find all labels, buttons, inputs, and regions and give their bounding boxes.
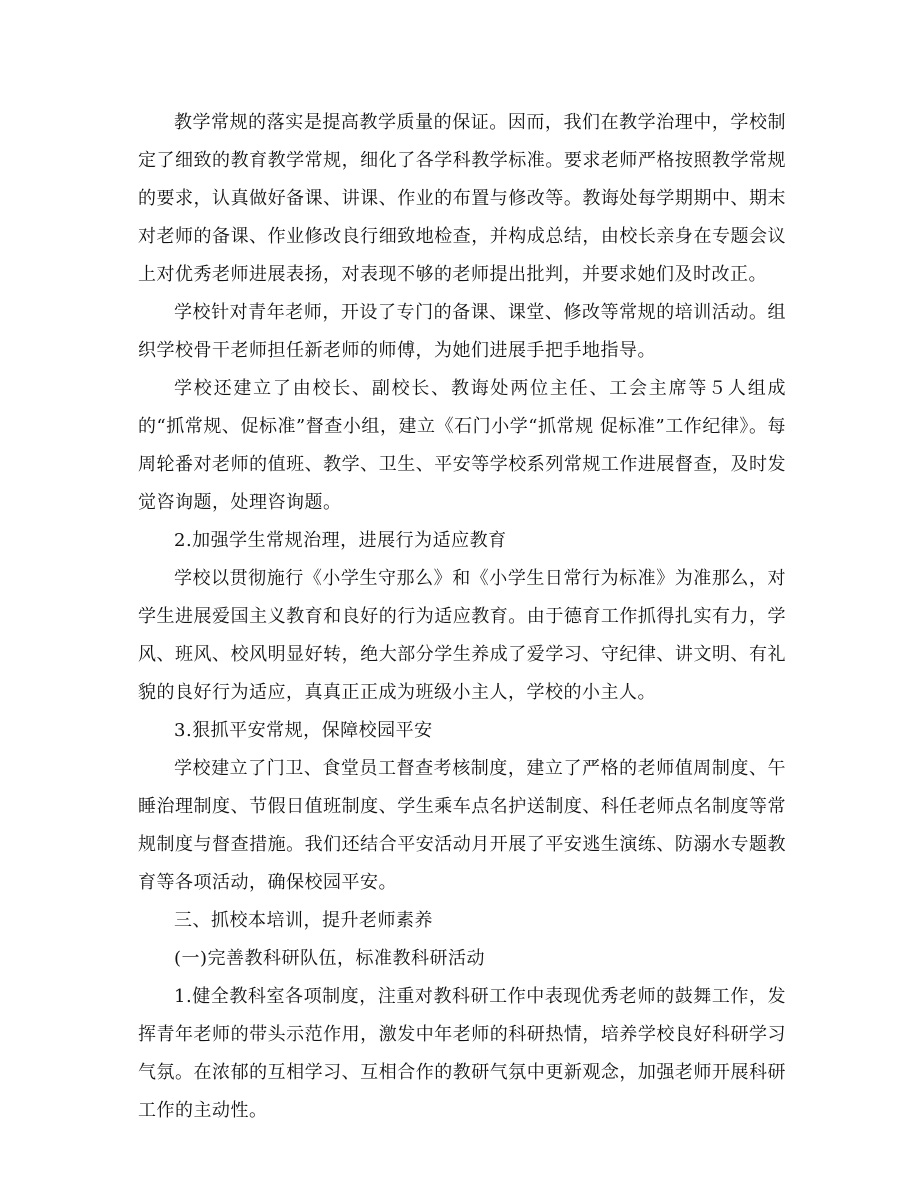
paragraph-research-system: 1.健全教科室各项制度，注重对教科研工作中表现优秀老师的鼓舞工作，发挥青年老师的带头示范作用，激发中年老师的科研热情，培养学校良好科研学习气氛。在浓郁的互相学习、互相合作的教研气氛中更新观念，加强老师开展科研工作的主动性。 — [138, 986, 786, 1121]
heading-school-training: 三、抓校本培训，提升老师素养 — [174, 910, 433, 931]
document-body — [138, 104, 786, 1130]
paragraph-safety-measures: 学校建立了门卫、食堂员工督查考核制度，建立了严格的老师值周制度、午睡治理制度、节假日值班制度、学生乘车点名护送制度、科任老师点名制度等常规制度与督查措施。我们还结合平安活动月开展了平安逃生演练、防溺水专题教育等各项活动，确保校园平安。 — [138, 758, 786, 893]
paragraph-student-behavior: 学校以贯彻施行《小学生守那么》和《小学生日常行为标准》为准那么，对学生进展爱国主义教育和良好的行为适应教育。由于德育工作抓得扎实有力，学风、班风、校风明显好转，绝大部分学生养成了爱学习、守纪律、讲文明、有礼貌的良好行为适应，真真正正成为班级小主人，学校的小主人。 — [138, 568, 786, 703]
heading-student-routine: 2.加强学生常规治理，进展行为适应教育 — [174, 530, 507, 551]
paragraph-supervision-group: 学校还建立了由校长、副校长、教诲处两位主任、工会主席等５人组成的“抓常规、促标准”督查小组，建立《石门小学“抓常规 促标准”工作纪律》。每周轮番对老师的值班、教学、卫生、平安等学校系列常规工作进展督查，及时发觉咨询题，处理咨询题。 — [138, 378, 786, 513]
heading-safety-routine: 3.狠抓平安常规，保障校园平安 — [174, 720, 433, 741]
paragraph-teaching-routine: 教学常规的落实是提高教学质量的保证。因而，我们在教学治理中，学校制定了细致的教育教学常规，细化了各学科教学标准。要求老师严格按照教学常规的要求，认真做好备课、讲课、作业的布置与修改等。教诲处每学期期中、期末对老师的备课、作业修改良行细致地检查，并构成总结，由校长亲身在专题会议上对优秀老师进展表扬，对表现不够的老师提出批判，并要求她们及时改正。 — [138, 112, 786, 285]
paragraph-young-teacher-training: 学校针对青年老师，开设了专门的备课、课堂、修改等常规的培训活动。组织学校骨干老师担任新老师的师傅，为她们进展手把手地指导。 — [138, 302, 786, 361]
heading-research-team: (一)完善教科研队伍，标准教科研活动 — [174, 948, 486, 969]
